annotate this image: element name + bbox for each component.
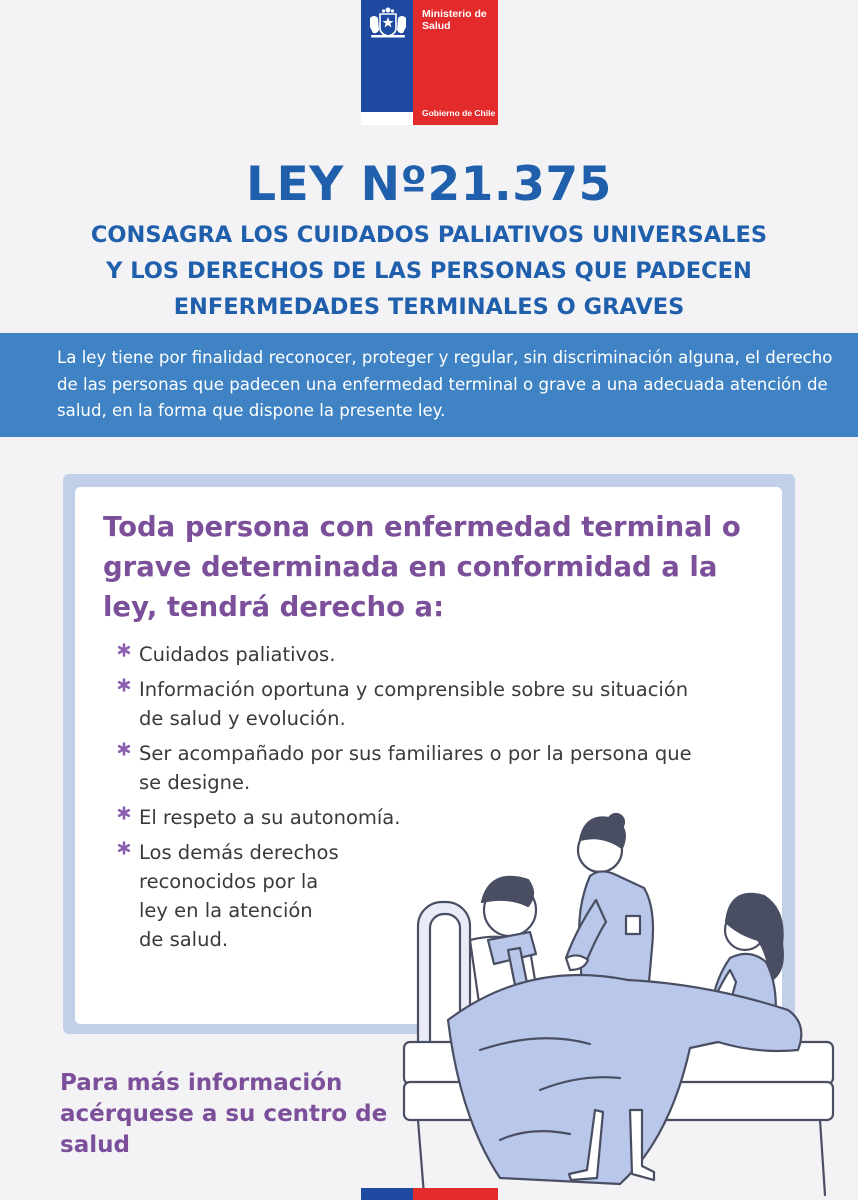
rights-heading: Toda persona con enfermedad terminal o grave determinada en conformidad a la ley, tendrá derecho a: xyxy=(103,511,741,623)
asterisk-icon xyxy=(117,806,131,820)
more-info-text: Para más información acérquese a su centro de salud xyxy=(60,1070,388,1158)
right-item: Cuidados paliativos. xyxy=(117,640,697,669)
subtitle-line: ENFERMEDADES TERMINALES O GRAVES xyxy=(173,294,685,320)
subtitle-line: CONSAGRA LOS CUIDADOS PALIATIVOS UNIVERSALES xyxy=(90,222,768,248)
bottom-flag-bar xyxy=(361,1188,498,1200)
palliative-care-illustration xyxy=(390,810,858,1200)
asterisk-icon xyxy=(117,841,131,855)
law-title: LEY Nº21.375 xyxy=(246,157,612,212)
subtitle-line: Y LOS DERECHOS DE LAS PERSONAS QUE PADECEN xyxy=(106,258,752,284)
chile-coat-of-arms-icon xyxy=(365,6,411,40)
ministerio-salud-logo xyxy=(361,0,498,125)
ministry-name: Ministerio de Salud xyxy=(422,8,487,32)
asterisk-icon xyxy=(117,742,131,756)
asterisk-icon xyxy=(117,643,131,657)
government-name: Gobierno de Chile xyxy=(422,108,496,118)
intro-text: La ley tiene por finalidad reconocer, proteger y regular, sin discriminación alguna, el derecho de las personas que padecen una enfermedad terminal o grave a una adecuada atención de salud, en la forma que dispone la presente ley. xyxy=(57,348,833,420)
right-item: El respeto a su autonomía. xyxy=(117,803,697,832)
right-item: Los demás derechos reconocidos por la ley en la atención de salud. xyxy=(117,838,697,954)
asterisk-icon xyxy=(117,678,131,692)
right-item: Información oportuna y comprensible sobre su situación de salud y evolución. xyxy=(117,675,697,733)
law-subtitle xyxy=(20,217,838,325)
right-item: Ser acompañado por sus familiares o por la persona que se designe. xyxy=(117,739,697,797)
intro-band xyxy=(0,333,858,437)
